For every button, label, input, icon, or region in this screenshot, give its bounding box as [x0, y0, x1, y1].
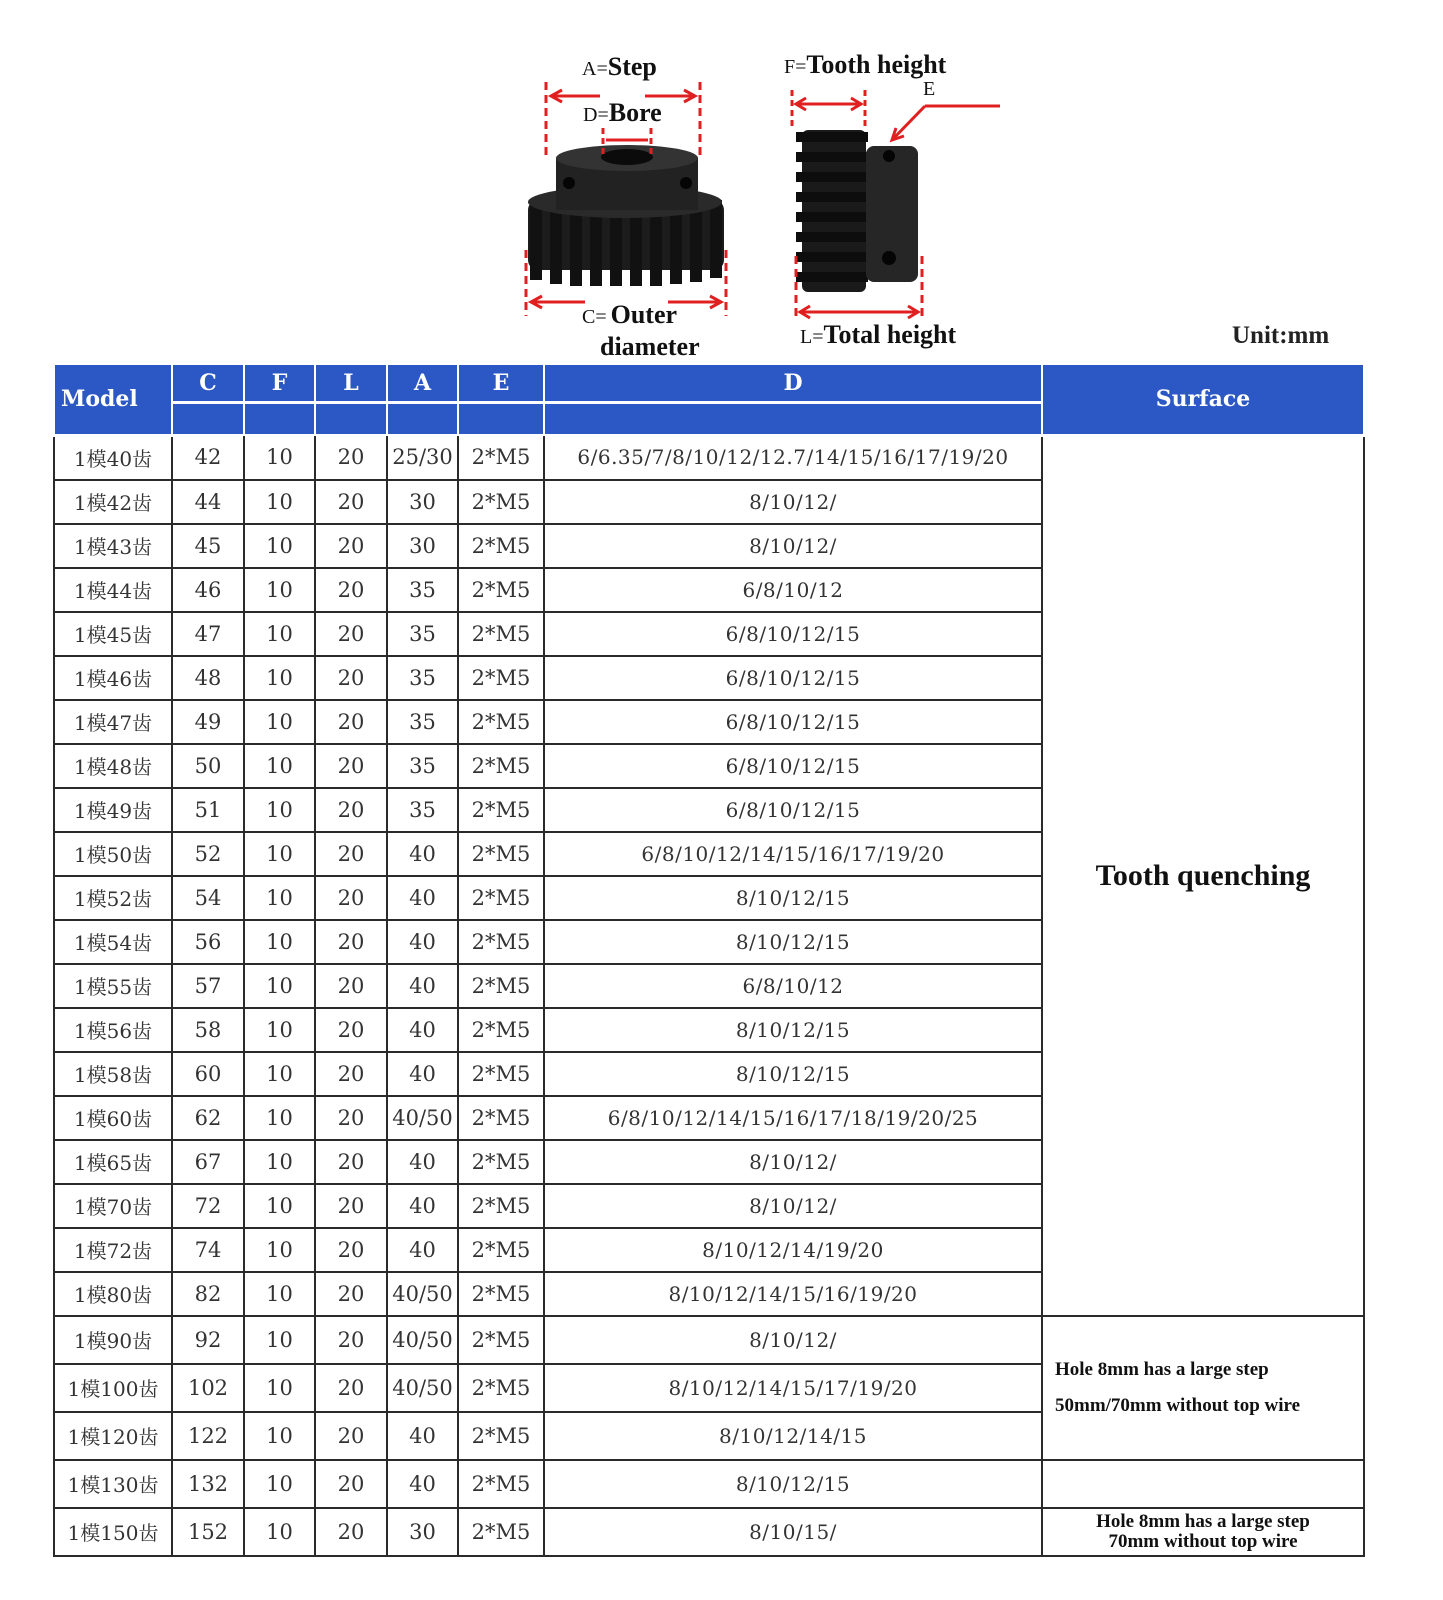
cell-model: 1模40齿 — [54, 435, 172, 480]
cell-d: 8/10/15/ — [544, 1508, 1042, 1556]
cell-l: 20 — [315, 1052, 387, 1096]
cell-a: 35 — [387, 656, 458, 700]
cell-d: 8/10/12/15 — [544, 1460, 1042, 1508]
cell-l: 20 — [315, 1096, 387, 1140]
cell-e: 2*M5 — [458, 1228, 544, 1272]
cell-a: 35 — [387, 744, 458, 788]
cell-l: 20 — [315, 964, 387, 1008]
cell-l: 20 — [315, 1140, 387, 1184]
e-label: E — [923, 78, 936, 100]
surface-note2-line2: 70mm without top wire — [1108, 1530, 1298, 1552]
cell-e: 2*M5 — [458, 1052, 544, 1096]
cell-l: 20 — [315, 1412, 387, 1460]
cell-l: 20 — [315, 876, 387, 920]
cell-e: 2*M5 — [458, 435, 544, 480]
cell-f: 10 — [244, 1412, 315, 1460]
cell-d: 6/8/10/12 — [544, 964, 1042, 1008]
cell-a: 30 — [387, 1508, 458, 1556]
cell-f: 10 — [244, 1364, 315, 1412]
cell-c: 72 — [172, 1184, 244, 1228]
cell-a: 30 — [387, 480, 458, 524]
cell-d: 8/10/12/15 — [544, 876, 1042, 920]
gear-spec-table — [53, 363, 1365, 1557]
cell-a: 40/50 — [387, 1364, 458, 1412]
cell-e: 2*M5 — [458, 1096, 544, 1140]
cell-l: 20 — [315, 435, 387, 480]
cell-model: 1模43齿 — [54, 524, 172, 568]
cell-c: 122 — [172, 1412, 244, 1460]
cell-a: 40 — [387, 1184, 458, 1228]
cell-l: 20 — [315, 524, 387, 568]
gear-illustration — [0, 0, 1443, 365]
cell-a: 35 — [387, 612, 458, 656]
cell-l: 20 — [315, 1460, 387, 1508]
cell-l: 20 — [315, 788, 387, 832]
cell-a: 40 — [387, 1008, 458, 1052]
unit-label: Unit:mm — [1232, 322, 1330, 349]
cell-c: 62 — [172, 1096, 244, 1140]
surface-note-large-step — [1042, 1316, 1364, 1460]
cell-f: 10 — [244, 656, 315, 700]
cell-d: 6/6.35/7/8/10/12/12.7/14/15/16/17/19/20 — [544, 435, 1042, 480]
cell-a: 35 — [387, 700, 458, 744]
cell-e: 2*M5 — [458, 1272, 544, 1316]
cell-d: 8/10/12/ — [544, 1140, 1042, 1184]
cell-c: 44 — [172, 480, 244, 524]
cell-c: 54 — [172, 876, 244, 920]
cell-f: 10 — [244, 612, 315, 656]
cell-l: 20 — [315, 1272, 387, 1316]
cell-model: 1模55齿 — [54, 964, 172, 1008]
cell-f: 10 — [244, 1052, 315, 1096]
cell-f: 10 — [244, 568, 315, 612]
cell-e: 2*M5 — [458, 1316, 544, 1364]
cell-a: 40/50 — [387, 1272, 458, 1316]
cell-d: 6/8/10/12/15 — [544, 788, 1042, 832]
cell-a: 40 — [387, 920, 458, 964]
cell-d: 6/8/10/12/14/15/16/17/18/19/20/25 — [544, 1096, 1042, 1140]
cell-a: 40 — [387, 876, 458, 920]
cell-f: 10 — [244, 1228, 315, 1272]
gear-dimension-diagram — [0, 0, 1443, 365]
table-row — [54, 435, 1364, 480]
cell-f: 10 — [244, 435, 315, 480]
cell-f: 10 — [244, 1508, 315, 1556]
total-height-label: L=Total height — [800, 320, 957, 349]
cell-f: 10 — [244, 744, 315, 788]
outer-diameter-label-line2: diameter — [600, 332, 700, 361]
cell-f: 10 — [244, 700, 315, 744]
cell-c: 47 — [172, 612, 244, 656]
cell-c: 92 — [172, 1316, 244, 1364]
header-a: A — [387, 364, 458, 403]
cell-d: 6/8/10/12/15 — [544, 744, 1042, 788]
cell-d: 8/10/12/15 — [544, 920, 1042, 964]
cell-e: 2*M5 — [458, 876, 544, 920]
cell-e: 2*M5 — [458, 1508, 544, 1556]
header-e: E — [458, 364, 544, 403]
outer-diameter-label: C= Outer — [582, 300, 678, 329]
cell-l: 20 — [315, 1184, 387, 1228]
cell-f: 10 — [244, 1008, 315, 1052]
cell-f: 10 — [244, 1140, 315, 1184]
surface-note2-line1: Hole 8mm has a large step — [1096, 1510, 1310, 1532]
cell-e: 2*M5 — [458, 788, 544, 832]
cell-e: 2*M5 — [458, 964, 544, 1008]
cell-c: 132 — [172, 1460, 244, 1508]
cell-l: 20 — [315, 1364, 387, 1412]
cell-e: 2*M5 — [458, 1364, 544, 1412]
cell-e: 2*M5 — [458, 744, 544, 788]
cell-a: 40 — [387, 1140, 458, 1184]
cell-f: 10 — [244, 1460, 315, 1508]
table-row — [54, 1316, 1364, 1364]
cell-d: 8/10/12/14/15/17/19/20 — [544, 1364, 1042, 1412]
cell-model: 1模65齿 — [54, 1140, 172, 1184]
cell-e: 2*M5 — [458, 1412, 544, 1460]
table-row — [54, 1508, 1364, 1556]
cell-f: 10 — [244, 832, 315, 876]
cell-c: 60 — [172, 1052, 244, 1096]
cell-model: 1模56齿 — [54, 1008, 172, 1052]
cell-d: 8/10/12/ — [544, 480, 1042, 524]
cell-e: 2*M5 — [458, 656, 544, 700]
cell-e: 2*M5 — [458, 524, 544, 568]
header-d: D — [544, 364, 1042, 403]
cell-model: 1模130齿 — [54, 1460, 172, 1508]
cell-f: 10 — [244, 1316, 315, 1364]
cell-e: 2*M5 — [458, 612, 544, 656]
cell-e: 2*M5 — [458, 700, 544, 744]
cell-f: 10 — [244, 1184, 315, 1228]
cell-l: 20 — [315, 920, 387, 964]
cell-c: 49 — [172, 700, 244, 744]
cell-a: 40 — [387, 1412, 458, 1460]
cell-model: 1模60齿 — [54, 1096, 172, 1140]
cell-l: 20 — [315, 568, 387, 612]
cell-l: 20 — [315, 656, 387, 700]
cell-model: 1模100齿 — [54, 1364, 172, 1412]
cell-d: 8/10/12/15 — [544, 1052, 1042, 1096]
cell-a: 40 — [387, 832, 458, 876]
cell-model: 1模50齿 — [54, 832, 172, 876]
cell-d: 8/10/12/ — [544, 1316, 1042, 1364]
cell-d: 8/10/12/14/15 — [544, 1412, 1042, 1460]
header-model: Model — [54, 364, 172, 435]
gear-side-view — [796, 130, 918, 292]
cell-d: 6/8/10/12/15 — [544, 612, 1042, 656]
cell-model: 1模58齿 — [54, 1052, 172, 1096]
cell-a: 40/50 — [387, 1316, 458, 1364]
cell-d: 8/10/12/14/15/16/19/20 — [544, 1272, 1042, 1316]
cell-model: 1模46齿 — [54, 656, 172, 700]
surface-note-line1: Hole 8mm has a large step — [1055, 1358, 1269, 1380]
gear-front-view — [528, 145, 724, 286]
cell-e: 2*M5 — [458, 1460, 544, 1508]
cell-c: 51 — [172, 788, 244, 832]
cell-e: 2*M5 — [458, 1008, 544, 1052]
cell-c: 48 — [172, 656, 244, 700]
cell-a: 40/50 — [387, 1096, 458, 1140]
cell-model: 1模49齿 — [54, 788, 172, 832]
cell-l: 20 — [315, 1316, 387, 1364]
table-row — [54, 1460, 1364, 1508]
cell-f: 10 — [244, 1096, 315, 1140]
surface-note-large-step-70 — [1042, 1508, 1364, 1556]
cell-c: 46 — [172, 568, 244, 612]
cell-f: 10 — [244, 480, 315, 524]
cell-d: 8/10/12/14/19/20 — [544, 1228, 1042, 1272]
cell-model: 1模47齿 — [54, 700, 172, 744]
cell-a: 40 — [387, 1228, 458, 1272]
cell-c: 67 — [172, 1140, 244, 1184]
cell-e: 2*M5 — [458, 568, 544, 612]
cell-model: 1模150齿 — [54, 1508, 172, 1556]
header-f: F — [244, 364, 315, 403]
cell-c: 82 — [172, 1272, 244, 1316]
cell-c: 50 — [172, 744, 244, 788]
cell-l: 20 — [315, 1008, 387, 1052]
cell-a: 30 — [387, 524, 458, 568]
cell-c: 57 — [172, 964, 244, 1008]
cell-d: 6/8/10/12/15 — [544, 656, 1042, 700]
cell-l: 20 — [315, 1228, 387, 1272]
cell-e: 2*M5 — [458, 1184, 544, 1228]
cell-model: 1模45齿 — [54, 612, 172, 656]
cell-c: 102 — [172, 1364, 244, 1412]
header-surface: Surface — [1042, 364, 1364, 435]
cell-a: 40 — [387, 1460, 458, 1508]
surface-empty — [1042, 1460, 1364, 1508]
cell-d: 8/10/12/ — [544, 524, 1042, 568]
bore-label: D=Bore — [583, 98, 662, 127]
cell-model: 1模54齿 — [54, 920, 172, 964]
cell-l: 20 — [315, 612, 387, 656]
cell-e: 2*M5 — [458, 920, 544, 964]
cell-l: 20 — [315, 1508, 387, 1556]
cell-d: 6/8/10/12/14/15/16/17/19/20 — [544, 832, 1042, 876]
cell-model: 1模72齿 — [54, 1228, 172, 1272]
header-l: L — [315, 364, 387, 403]
cell-a: 35 — [387, 568, 458, 612]
surface-note-line2: 50mm/70mm without top wire — [1055, 1394, 1301, 1416]
cell-d: 8/10/12/ — [544, 1184, 1042, 1228]
cell-l: 20 — [315, 832, 387, 876]
cell-c: 52 — [172, 832, 244, 876]
cell-f: 10 — [244, 920, 315, 964]
cell-f: 10 — [244, 788, 315, 832]
cell-a: 35 — [387, 788, 458, 832]
step-label: A=Step — [582, 52, 657, 81]
cell-e: 2*M5 — [458, 480, 544, 524]
cell-c: 56 — [172, 920, 244, 964]
cell-c: 152 — [172, 1508, 244, 1556]
cell-model: 1模52齿 — [54, 876, 172, 920]
header-c: C — [172, 364, 244, 403]
cell-model: 1模44齿 — [54, 568, 172, 612]
cell-c: 45 — [172, 524, 244, 568]
cell-f: 10 — [244, 524, 315, 568]
cell-model: 1模120齿 — [54, 1412, 172, 1460]
cell-model: 1模48齿 — [54, 744, 172, 788]
surface-tooth-quenching: Tooth quenching — [1042, 435, 1364, 1316]
table-body — [54, 435, 1364, 1556]
cell-f: 10 — [244, 1272, 315, 1316]
cell-f: 10 — [244, 876, 315, 920]
cell-l: 20 — [315, 744, 387, 788]
tooth-height-label: F=Tooth height — [784, 50, 947, 79]
cell-l: 20 — [315, 480, 387, 524]
cell-model: 1模70齿 — [54, 1184, 172, 1228]
cell-a: 25/30 — [387, 435, 458, 480]
cell-l: 20 — [315, 700, 387, 744]
cell-c: 74 — [172, 1228, 244, 1272]
cell-f: 10 — [244, 964, 315, 1008]
cell-d: 6/8/10/12/15 — [544, 700, 1042, 744]
cell-model: 1模90齿 — [54, 1316, 172, 1364]
cell-model: 1模42齿 — [54, 480, 172, 524]
cell-e: 2*M5 — [458, 1140, 544, 1184]
cell-e: 2*M5 — [458, 832, 544, 876]
cell-a: 40 — [387, 964, 458, 1008]
cell-d: 8/10/12/15 — [544, 1008, 1042, 1052]
cell-model: 1模80齿 — [54, 1272, 172, 1316]
cell-c: 42 — [172, 435, 244, 480]
cell-d: 6/8/10/12 — [544, 568, 1042, 612]
cell-a: 40 — [387, 1052, 458, 1096]
cell-c: 58 — [172, 1008, 244, 1052]
